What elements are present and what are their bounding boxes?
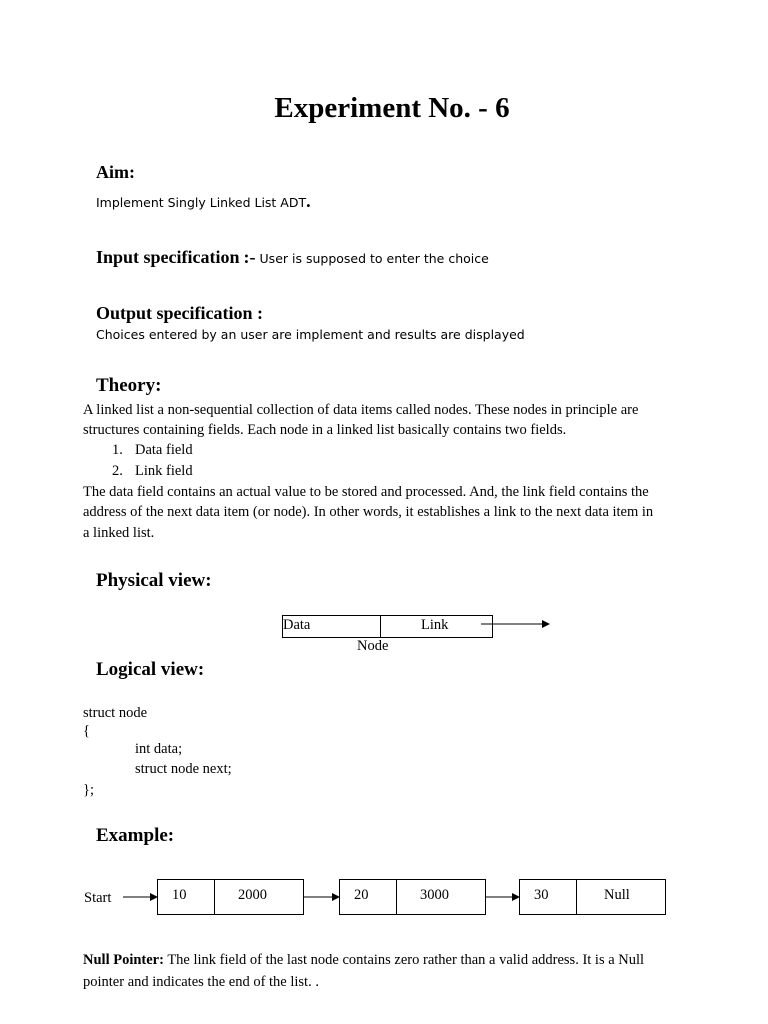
example-heading: Example: [96, 825, 175, 846]
aim-period: . [306, 191, 311, 211]
list-text: Data field [135, 442, 193, 458]
logical-view-heading: Logical view: [96, 659, 205, 680]
null-pointer-line1 [83, 950, 644, 971]
physical-view-heading: Physical view: [96, 570, 212, 591]
code-line-4: struct node next; [135, 761, 232, 777]
theory-para2-line1: The data field contains an actual value to be stored and processed. And, the link field contains the [83, 484, 649, 500]
theory-para1-line1: A linked list a non-sequential collection of data items called nodes. These nodes in principle are [83, 402, 639, 418]
list-text: Link field [135, 463, 193, 479]
aim-text: Implement Singly Linked List ADT [96, 195, 307, 210]
output-spec-colon: : [257, 303, 264, 323]
input-spec-text: User is supposed to enter the choice [259, 251, 489, 266]
input-spec-sep: :- [243, 247, 256, 267]
list-number: 1. [112, 442, 123, 458]
theory-heading: Theory: [96, 375, 162, 396]
code-line-5: }; [83, 782, 94, 798]
node-link: Null [604, 887, 630, 903]
code-line-3: int data; [135, 741, 183, 757]
node-caption: Node [357, 638, 389, 654]
theory-para1-line2: structures containing fields. Each node in a linked list basically contains two fields. [83, 422, 567, 438]
link-cell-label: Link [421, 617, 449, 633]
code-line-2: { [83, 723, 90, 739]
node-data: 30 [534, 887, 549, 903]
aim-colon: : [129, 162, 135, 182]
null-pointer-text: The link field of the last node contains zero rather than a valid address. It is a Null [167, 952, 645, 968]
theory-para2-line3: a linked list. [83, 525, 155, 541]
data-cell-label: Data [283, 617, 311, 633]
theory-para2-line2: address of the next data item (or node). In other words, it establishes a link to the next data item in [83, 504, 654, 520]
node-link: 3000 [420, 887, 449, 903]
node-data: 20 [354, 887, 369, 903]
code-line-1: struct node [83, 705, 148, 721]
output-spec-text: Choices entered by an user are implement and results are displayed [96, 327, 525, 342]
output-spec-label: Output specification [96, 303, 253, 323]
page-title: Experiment No. - 6 [274, 92, 510, 124]
node-link: 2000 [238, 887, 267, 903]
aim-label: Aim [96, 162, 129, 182]
null-pointer-label: Null Pointer: [83, 952, 164, 968]
start-label: Start [84, 890, 112, 906]
input-spec-label: Input specification [96, 247, 240, 267]
null-pointer-line2: pointer and indicates the end of the list. . [83, 974, 319, 990]
node-data: 10 [172, 887, 187, 903]
list-number: 2. [112, 463, 123, 479]
